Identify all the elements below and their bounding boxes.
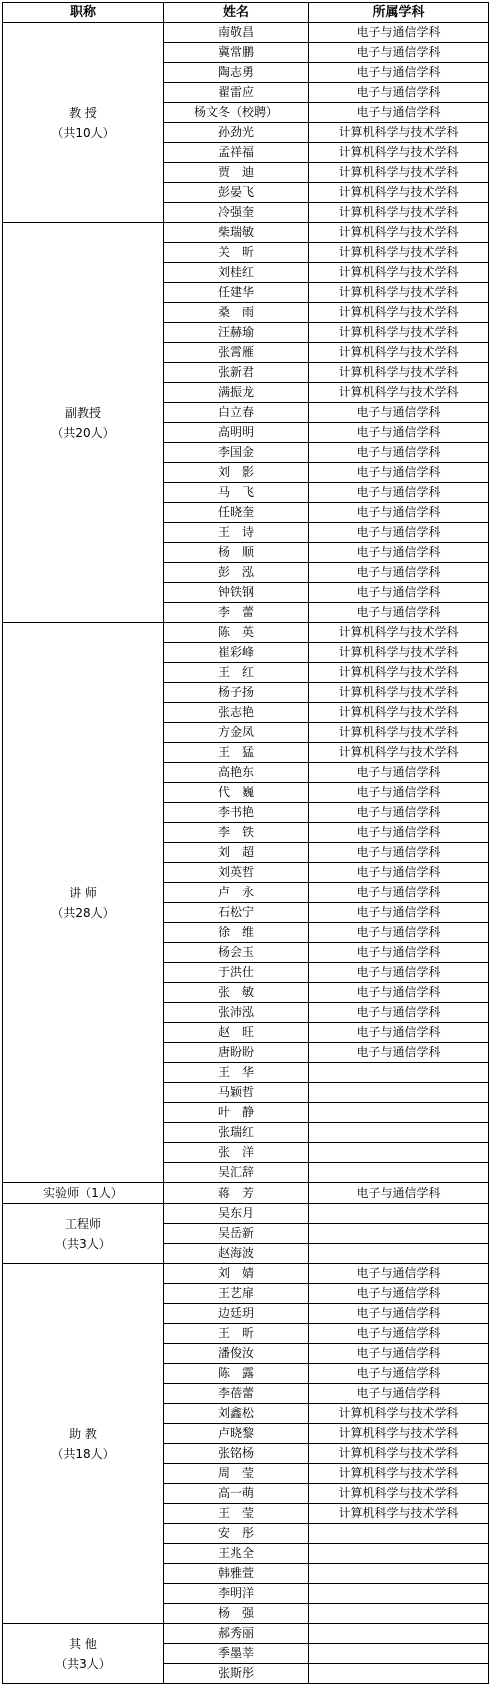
discipline-cell: 电子与通信学科: [309, 1364, 489, 1384]
name-cell: 王 猛: [164, 743, 309, 763]
title-count: （共28人）: [51, 905, 115, 920]
discipline-cell: 计算机科学与技术学科: [309, 123, 489, 143]
discipline-cell: 计算机科学与技术学科: [309, 223, 489, 243]
discipline-cell: 电子与通信学科: [309, 23, 489, 43]
title-cell: [3, 223, 164, 623]
discipline-cell: 电子与通信学科: [309, 923, 489, 943]
name-cell: 赵 旺: [164, 1023, 309, 1043]
name-cell: 周 莹: [164, 1464, 309, 1484]
name-cell: 孙劲光: [164, 123, 309, 143]
name-cell: 于洪仕: [164, 963, 309, 983]
discipline-cell: [309, 1244, 489, 1264]
name-cell: 陈 露: [164, 1364, 309, 1384]
discipline-cell: 电子与通信学科: [309, 803, 489, 823]
discipline-cell: 电子与通信学科: [309, 103, 489, 123]
title-label: 工程师: [64, 1216, 101, 1231]
title-cell: [3, 1183, 164, 1204]
name-cell: 满振龙: [164, 383, 309, 403]
name-cell: 边廷玥: [164, 1304, 309, 1324]
discipline-cell: 电子与通信学科: [309, 43, 489, 63]
discipline-cell: 电子与通信学科: [309, 423, 489, 443]
name-cell: 马颖哲: [164, 1083, 309, 1103]
discipline-cell: 电子与通信学科: [309, 763, 489, 783]
discipline-cell: 计算机科学与技术学科: [309, 143, 489, 163]
name-cell: 赵海波: [164, 1244, 309, 1264]
name-cell: 安 彤: [164, 1524, 309, 1544]
name-cell: 白立春: [164, 403, 309, 423]
name-cell: 彭 泓: [164, 563, 309, 583]
table-row: [3, 223, 489, 243]
name-cell: 李明洋: [164, 1584, 309, 1604]
name-cell: 柴瑞敏: [164, 223, 309, 243]
header-title: 职称: [3, 3, 164, 23]
name-cell: 王艺扉: [164, 1284, 309, 1304]
discipline-cell: [309, 1664, 489, 1684]
name-cell: 吴东月: [164, 1204, 309, 1224]
discipline-cell: [309, 1644, 489, 1664]
discipline-cell: 电子与通信学科: [309, 823, 489, 843]
name-cell: 杨文冬（校聘）: [164, 103, 309, 123]
header-row: [3, 3, 489, 23]
name-cell: 卢晓黎: [164, 1424, 309, 1444]
name-cell: 任晓奎: [164, 503, 309, 523]
staff-table: [2, 2, 489, 1684]
name-cell: 崔彩峰: [164, 643, 309, 663]
name-cell: 翟雷应: [164, 83, 309, 103]
name-cell: 石松宁: [164, 903, 309, 923]
discipline-cell: 计算机科学与技术学科: [309, 283, 489, 303]
discipline-cell: 电子与通信学科: [309, 1264, 489, 1284]
discipline-cell: [309, 1224, 489, 1244]
name-cell: 张新君: [164, 363, 309, 383]
discipline-cell: 电子与通信学科: [309, 863, 489, 883]
discipline-cell: 电子与通信学科: [309, 883, 489, 903]
table-row: [3, 1624, 489, 1644]
title-label: 其 他: [69, 1636, 97, 1651]
discipline-cell: 电子与通信学科: [309, 563, 489, 583]
name-cell: 方金凤: [164, 723, 309, 743]
discipline-cell: 计算机科学与技术学科: [309, 163, 489, 183]
name-cell: 任建华: [164, 283, 309, 303]
discipline-cell: 电子与通信学科: [309, 1023, 489, 1043]
name-cell: 王 诗: [164, 523, 309, 543]
table-row: [3, 623, 489, 643]
discipline-cell: 电子与通信学科: [309, 543, 489, 563]
discipline-cell: 电子与通信学科: [309, 1043, 489, 1063]
discipline-cell: 电子与通信学科: [309, 1183, 489, 1204]
discipline-cell: 计算机科学与技术学科: [309, 683, 489, 703]
discipline-cell: 电子与通信学科: [309, 963, 489, 983]
name-cell: 李国金: [164, 443, 309, 463]
discipline-cell: 计算机科学与技术学科: [309, 723, 489, 743]
name-cell: 李蓓蕾: [164, 1384, 309, 1404]
title-cell: [3, 1204, 164, 1264]
name-cell: 刘桂红: [164, 263, 309, 283]
name-cell: 李 铁: [164, 823, 309, 843]
name-cell: 刘 影: [164, 463, 309, 483]
discipline-cell: 计算机科学与技术学科: [309, 1444, 489, 1464]
discipline-cell: 计算机科学与技术学科: [309, 1464, 489, 1484]
name-cell: 杨子扬: [164, 683, 309, 703]
discipline-cell: [309, 1083, 489, 1103]
discipline-cell: [309, 1624, 489, 1644]
name-cell: 南敬昌: [164, 23, 309, 43]
name-cell: 桑 雨: [164, 303, 309, 323]
name-cell: 刘鑫松: [164, 1404, 309, 1424]
discipline-cell: 电子与通信学科: [309, 63, 489, 83]
title-label: 实验师（1人）: [43, 1186, 123, 1200]
name-cell: 刘英哲: [164, 863, 309, 883]
discipline-cell: 电子与通信学科: [309, 1324, 489, 1344]
discipline-cell: 电子与通信学科: [309, 1384, 489, 1404]
discipline-cell: 电子与通信学科: [309, 943, 489, 963]
name-cell: 蒋 芳: [164, 1183, 309, 1204]
table-row: [3, 1204, 489, 1224]
discipline-cell: 电子与通信学科: [309, 843, 489, 863]
name-cell: 潘俊汝: [164, 1344, 309, 1364]
discipline-cell: 计算机科学与技术学科: [309, 1404, 489, 1424]
discipline-cell: 计算机科学与技术学科: [309, 203, 489, 223]
title-count: （共18人）: [51, 1446, 115, 1461]
name-cell: 张志艳: [164, 703, 309, 723]
name-cell: 钟铁钢: [164, 583, 309, 603]
name-cell: 代 巍: [164, 783, 309, 803]
title-label: 副教授: [64, 405, 101, 420]
name-cell: 关 昕: [164, 243, 309, 263]
discipline-cell: [309, 1204, 489, 1224]
discipline-cell: 电子与通信学科: [309, 443, 489, 463]
discipline-cell: 计算机科学与技术学科: [309, 1424, 489, 1444]
name-cell: 王 昕: [164, 1324, 309, 1344]
name-cell: 孟祥福: [164, 143, 309, 163]
title-cell: [3, 23, 164, 223]
discipline-cell: 计算机科学与技术学科: [309, 743, 489, 763]
discipline-cell: [309, 1123, 489, 1143]
title-count: （共20人）: [51, 425, 115, 440]
name-cell: 高明明: [164, 423, 309, 443]
name-cell: 杨 强: [164, 1604, 309, 1624]
name-cell: 徐 维: [164, 923, 309, 943]
name-cell: 李 蕾: [164, 603, 309, 623]
discipline-cell: [309, 1604, 489, 1624]
table-row: [3, 1264, 489, 1284]
name-cell: 刘 婧: [164, 1264, 309, 1284]
name-cell: 高艳东: [164, 763, 309, 783]
discipline-cell: 计算机科学与技术学科: [309, 303, 489, 323]
name-cell: 张沛泓: [164, 1003, 309, 1023]
discipline-cell: [309, 1063, 489, 1083]
name-cell: 杨会玉: [164, 943, 309, 963]
discipline-cell: 电子与通信学科: [309, 583, 489, 603]
discipline-cell: 电子与通信学科: [309, 83, 489, 103]
discipline-cell: 计算机科学与技术学科: [309, 663, 489, 683]
discipline-cell: 电子与通信学科: [309, 503, 489, 523]
name-cell: 吴汇辞: [164, 1163, 309, 1183]
name-cell: 陈 英: [164, 623, 309, 643]
discipline-cell: [309, 1564, 489, 1584]
discipline-cell: 计算机科学与技术学科: [309, 343, 489, 363]
discipline-cell: 计算机科学与技术学科: [309, 243, 489, 263]
title-cell: [3, 1624, 164, 1684]
header-discipline: 所属学科: [309, 3, 489, 23]
title-count: （共3人）: [55, 1656, 111, 1671]
name-cell: 冷强奎: [164, 203, 309, 223]
discipline-cell: 电子与通信学科: [309, 983, 489, 1003]
table-row: [3, 1183, 489, 1204]
title-label: 教 授: [69, 105, 97, 120]
discipline-cell: 电子与通信学科: [309, 463, 489, 483]
title-count: （共10人）: [51, 125, 115, 140]
name-cell: 卢 永: [164, 883, 309, 903]
discipline-cell: [309, 1103, 489, 1123]
discipline-cell: [309, 1143, 489, 1163]
name-cell: 高一萌: [164, 1484, 309, 1504]
name-cell: 王 莹: [164, 1504, 309, 1524]
name-cell: 张斯彤: [164, 1664, 309, 1684]
discipline-cell: 电子与通信学科: [309, 1003, 489, 1023]
discipline-cell: 计算机科学与技术学科: [309, 363, 489, 383]
discipline-cell: [309, 1524, 489, 1544]
name-cell: 季墨莘: [164, 1644, 309, 1664]
name-cell: 张霄雁: [164, 343, 309, 363]
discipline-cell: 计算机科学与技术学科: [309, 383, 489, 403]
name-cell: 张铭杨: [164, 1444, 309, 1464]
name-cell: 王 华: [164, 1063, 309, 1083]
name-cell: 王 红: [164, 663, 309, 683]
discipline-cell: 计算机科学与技术学科: [309, 703, 489, 723]
name-cell: 刘 超: [164, 843, 309, 863]
name-cell: 王兆全: [164, 1544, 309, 1564]
name-cell: 张瑞红: [164, 1123, 309, 1143]
name-cell: 韩雅萱: [164, 1564, 309, 1584]
name-cell: 彭晏飞: [164, 183, 309, 203]
name-cell: 李书艳: [164, 803, 309, 823]
name-cell: 马 飞: [164, 483, 309, 503]
discipline-cell: 电子与通信学科: [309, 1344, 489, 1364]
name-cell: 陶志勇: [164, 63, 309, 83]
name-cell: 叶 静: [164, 1103, 309, 1123]
title-cell: [3, 1264, 164, 1624]
name-cell: 汪赫瑜: [164, 323, 309, 343]
discipline-cell: [309, 1163, 489, 1183]
discipline-cell: 电子与通信学科: [309, 903, 489, 923]
title-cell: [3, 623, 164, 1183]
discipline-cell: 计算机科学与技术学科: [309, 643, 489, 663]
discipline-cell: 电子与通信学科: [309, 403, 489, 423]
discipline-cell: 电子与通信学科: [309, 603, 489, 623]
title-count: （共3人）: [55, 1236, 111, 1251]
discipline-cell: 电子与通信学科: [309, 1304, 489, 1324]
discipline-cell: [309, 1584, 489, 1604]
table-row: [3, 23, 489, 43]
name-cell: 张 敏: [164, 983, 309, 1003]
discipline-cell: 计算机科学与技术学科: [309, 1484, 489, 1504]
discipline-cell: 电子与通信学科: [309, 523, 489, 543]
discipline-cell: 计算机科学与技术学科: [309, 323, 489, 343]
name-cell: 唐盼盼: [164, 1043, 309, 1063]
discipline-cell: 电子与通信学科: [309, 1284, 489, 1304]
name-cell: 贾 迪: [164, 163, 309, 183]
discipline-cell: [309, 1544, 489, 1564]
title-label: 讲 师: [69, 885, 97, 900]
title-label: 助 教: [69, 1426, 97, 1441]
name-cell: 郝秀丽: [164, 1624, 309, 1644]
discipline-cell: 计算机科学与技术学科: [309, 1504, 489, 1524]
name-cell: 吴岳新: [164, 1224, 309, 1244]
discipline-cell: 计算机科学与技术学科: [309, 183, 489, 203]
header-name: 姓名: [164, 3, 309, 23]
name-cell: 张 洋: [164, 1143, 309, 1163]
discipline-cell: 电子与通信学科: [309, 783, 489, 803]
name-cell: 冀常鹏: [164, 43, 309, 63]
discipline-cell: 计算机科学与技术学科: [309, 623, 489, 643]
name-cell: 杨 顺: [164, 543, 309, 563]
discipline-cell: 电子与通信学科: [309, 483, 489, 503]
discipline-cell: 计算机科学与技术学科: [309, 263, 489, 283]
